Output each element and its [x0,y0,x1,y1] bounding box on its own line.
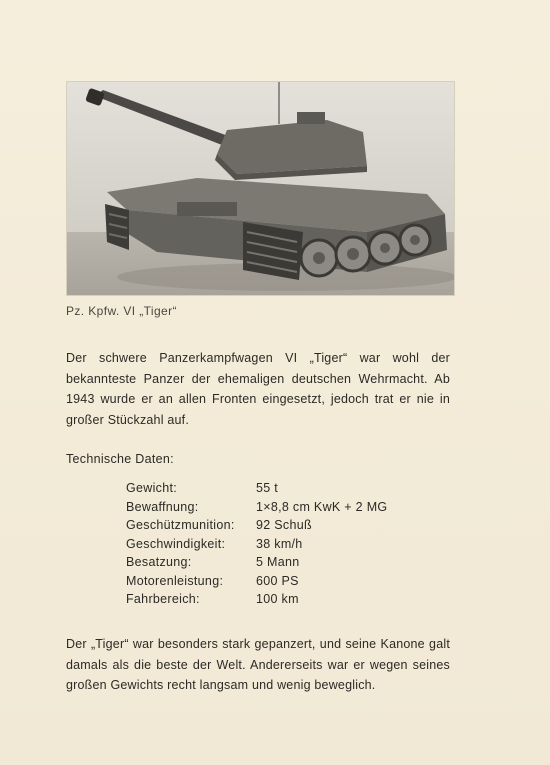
spec-label: Fahrbereich: [126,592,200,606]
spec-label: Motorenleistung: [126,573,224,588]
spec-label: Gewicht: [126,481,178,495]
spec-row-weight [126,479,387,498]
spec-value: 55 t [256,481,279,495]
spec-row-range [126,590,387,609]
specs-heading: Technische Daten: [66,452,174,466]
spec-row-speed [126,535,387,554]
spec-row-crew [126,553,387,572]
spec-value: 600 PS [256,573,299,588]
spec-value: 1×8,8 cm KwK + 2 MG [256,499,388,514]
photo-caption: Pz. Kpfw. VI „Tiger“ [66,304,177,318]
spec-row-armament [126,498,387,517]
spec-label: Geschwindigkeit: [126,536,226,551]
intro-paragraph: Der schwere Panzerkampfwagen VI „Tiger“ war wohl der bekannteste Panzer der ehemaligen deutschen Wehrmacht. Ab 1943 wurde er an allen Fronten eingesetzt, jedoch trat er nie in großer Stückzahl auf. [66,351,450,427]
closing-paragraph: Der „Tiger“ war besonders stark gepanzert, und seine Kanone galt damals als die beste der Welt. Andererseits war er wegen seines großen Gewichts recht langsam und wenig beweglich. [66,637,450,692]
spec-row-engine-power [126,572,387,591]
spec-label: Besatzung: [126,555,192,569]
spec-value: 92 Schuß [256,518,312,532]
spec-label: Geschützmunition: [126,518,235,532]
tank-photo-illustration [67,82,454,295]
tank-photo [66,81,455,296]
spec-label: Bewaffnung: [126,499,199,514]
spec-row-ammunition [126,516,387,535]
spec-value: 5 Mann [256,555,300,569]
specs-table [126,479,387,609]
spec-value: 100 km [256,592,299,606]
spec-value: 38 km/h [256,536,303,551]
